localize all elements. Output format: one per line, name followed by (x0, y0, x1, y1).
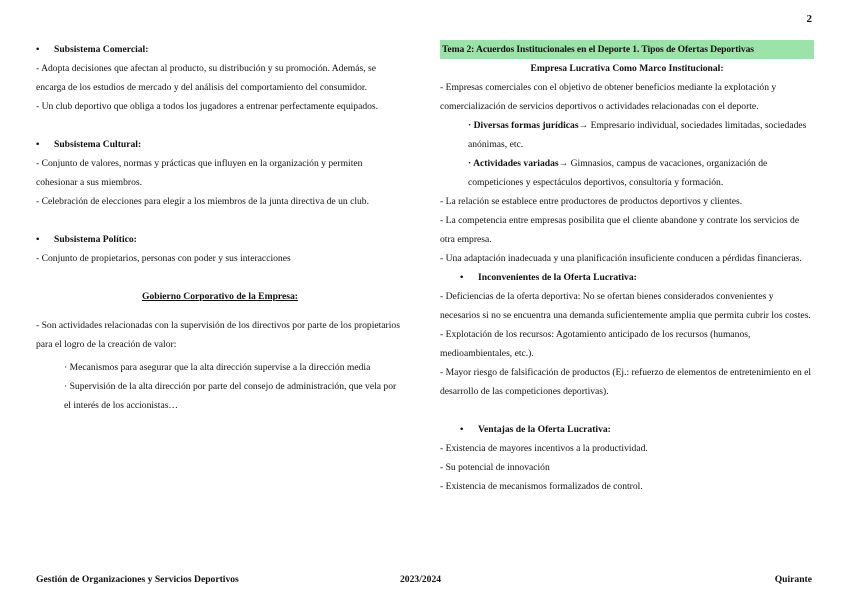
section-heading-empresa: Empresa Lucrativa Como Marco Institucional: (530, 63, 724, 74)
paragraph: - Celebración de elecciones para elegir a los miembros de la junta directiva de un club. (36, 196, 369, 207)
paragraph: - Son actividades relacionadas con la supervisión de los directivos por parte de los propietarios para el logro de la creación de valor: (36, 320, 400, 350)
bullet-dot: • (36, 44, 40, 55)
paragraph: - Conjunto de propietarios, personas con poder y sus interacciones (36, 253, 291, 264)
paragraph: - La relación se establece entre productores de productos deportivos y clientes. (440, 196, 743, 207)
paragraph: - Conjunto de valores, normas y prácticas que influyen en la organización y permiten cohesionar a sus miembros. (36, 158, 363, 188)
right-column (440, 40, 814, 496)
bullet-dot: • (36, 234, 40, 245)
list-item: · Actividades variadas→ Gimnasios, campus de vacaciones, organización de competiciones y espectáculos deportivos, consultoría y formación. (468, 158, 768, 188)
paragraph: - Existencia de mecanismos formalizados de control. (440, 481, 643, 492)
paragraph: - Deficiencias de la oferta deportiva: No se ofertan bienes considerados convenientes y necesarios si no se encuentra una demanda suficientemente amplia que permita cubrir los costes. (440, 291, 811, 321)
paragraph: - Su potencial de innovación (440, 462, 550, 473)
paragraph: - Adopta decisiones que afectan al producto, su distribución y su promoción. Además, se encarga de los estudios de mercado y del análisis del comportamiento del consumidor. (36, 63, 376, 93)
footer-course: Gestión de Organizaciones y Servicios Deportivos (36, 574, 239, 585)
list-item: · Supervisión de la alta dirección por parte del consejo de administración, que vela por el interés de los accionistas… (64, 381, 397, 411)
topic-title-highlight: Tema 2: Acuerdos Institucionales en el Deporte 1. Tipos de Ofertas Deportivas (440, 40, 814, 59)
page-number: 2 (806, 13, 812, 25)
section-heading-ventajas: • Ventajas de la Oferta Lucrativa: (440, 420, 814, 439)
bullet-dot: • (36, 139, 40, 150)
paragraph: - Explotación de los recursos: Agotamiento anticipado de los recursos (humanos, medioambientales, etc.). (440, 329, 751, 359)
section-heading-cultural: • Subsistema Cultural: (36, 135, 404, 154)
left-column (36, 40, 404, 415)
section-heading-inconvenientes: • Inconvenientes de la Oferta Lucrativa: (440, 268, 814, 287)
bullet-dot: • (460, 272, 464, 283)
section-heading-gobierno: Gobierno Corporativo de la Empresa: (142, 291, 298, 302)
paragraph: - Empresas comerciales con el objetivo de obtener beneficios mediante la explotación y comercialización de servicios deportivos o actividades relacionadas con el deporte. (440, 82, 777, 112)
paragraph: - Un club deportivo que obliga a todos los jugadores a entrenar perfectamente equipados. (36, 101, 379, 112)
section-heading-comercial: • Subsistema Comercial: (36, 40, 404, 59)
footer-author: Quirante (774, 574, 812, 585)
list-item: · Diversas formas jurídicas→ Empresario individual, sociedades limitadas, sociedades anónimas, etc. (468, 120, 807, 150)
list-item: · Mecanismos para asegurar que la alta dirección supervise a la dirección media (64, 362, 371, 373)
paragraph: - La competencia entre empresas posibilita que el cliente abandone y contrate los servicios de otra empresa. (440, 215, 800, 245)
paragraph: - Mayor riesgo de falsificación de productos (Ej.: refuerzo de elementos de entretenimiento en el desarrollo de las competiciones deportivas). (440, 367, 812, 397)
paragraph: - Una adaptación inadecuada y una planificación insuficiente conducen a pérdidas financieras. (440, 253, 802, 264)
footer-year: 2023/2024 (400, 574, 442, 585)
section-heading-politico: • Subsistema Político: (36, 230, 404, 249)
bullet-dot: • (460, 424, 464, 435)
paragraph: - Existencia de mayores incentivos a la productividad. (440, 443, 648, 454)
